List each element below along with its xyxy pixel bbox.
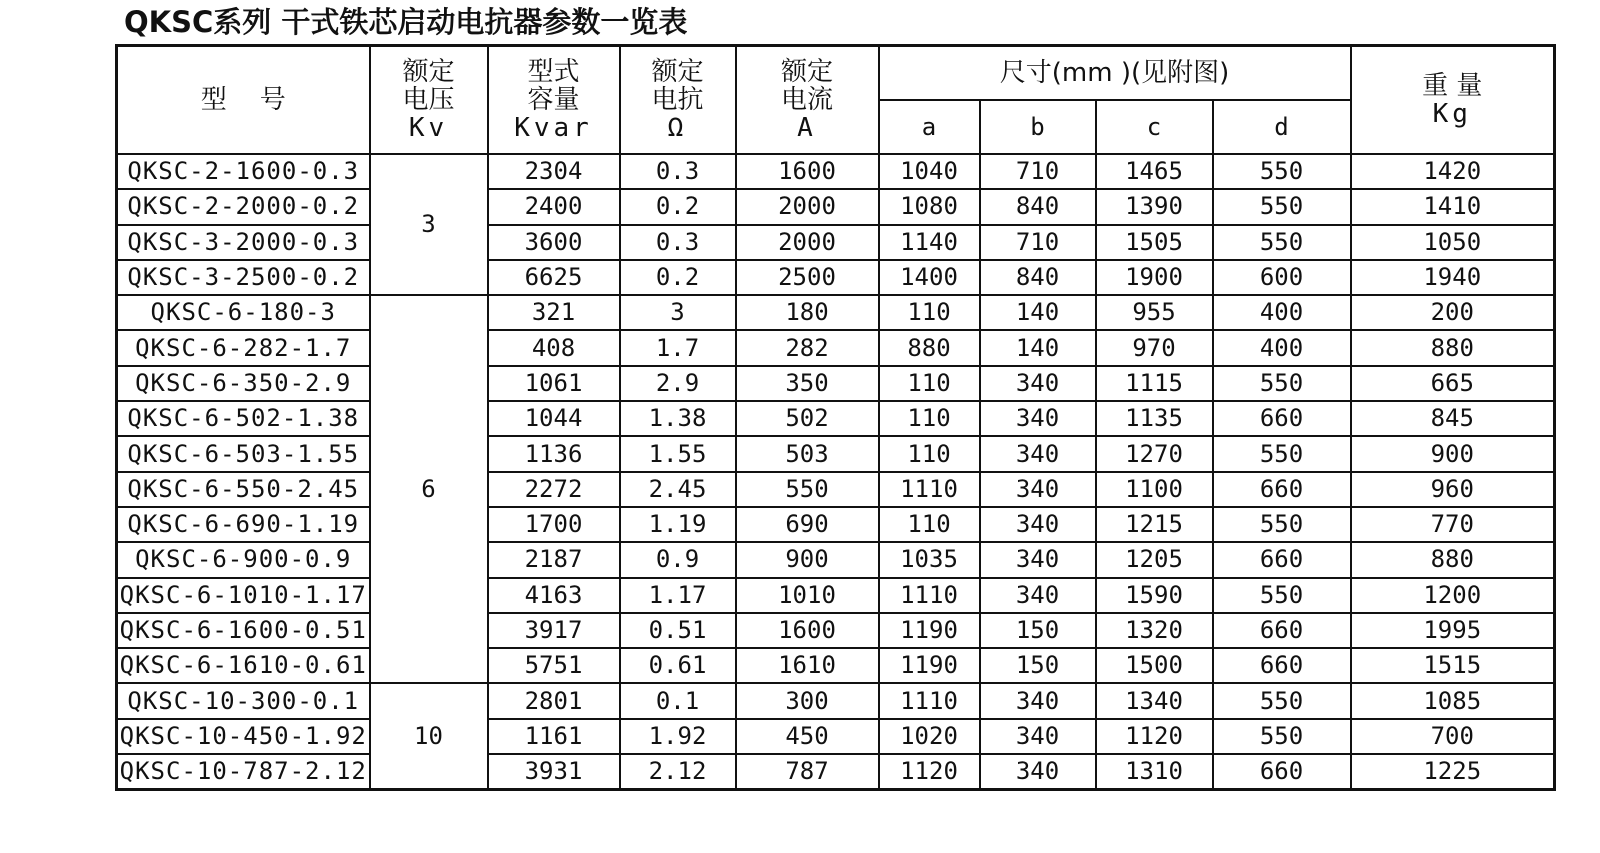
- cell-c: 1465: [1096, 154, 1213, 189]
- cell-model: QKSC-6-503-1.55: [117, 436, 370, 471]
- table-body: [117, 154, 1555, 790]
- cell-reactance: 1.17: [620, 578, 736, 613]
- cell-reactance: 2.9: [620, 366, 736, 401]
- header-rated-current: [736, 46, 879, 155]
- cell-c: 1270: [1096, 436, 1213, 471]
- cell-weight: 1225: [1351, 754, 1555, 790]
- cell-model: QKSC-6-550-2.45: [117, 472, 370, 507]
- cell-capacity: 1044: [488, 401, 620, 436]
- header-rated-current-unit: A: [797, 113, 817, 143]
- cell-current: 282: [736, 330, 879, 365]
- table-row: [117, 472, 1555, 507]
- cell-model: QKSC-6-1600-0.51: [117, 613, 370, 648]
- cell-c: 1900: [1096, 260, 1213, 295]
- cell-capacity: 3931: [488, 754, 620, 790]
- header-dim-d: d: [1213, 100, 1351, 154]
- table-row: [117, 648, 1555, 683]
- cell-a: 110: [879, 295, 980, 330]
- cell-b: 840: [980, 189, 1096, 224]
- table-row: [117, 366, 1555, 401]
- cell-reactance: 1.92: [620, 719, 736, 754]
- table-row: [117, 154, 1555, 189]
- cell-d: 550: [1213, 154, 1351, 189]
- cell-model: QKSC-10-787-2.12: [117, 754, 370, 790]
- cell-d: 660: [1213, 401, 1351, 436]
- header-rated-voltage: [370, 46, 488, 155]
- table-row: [117, 330, 1555, 365]
- cell-a: 1035: [879, 542, 980, 577]
- header-rated-reactance-unit: Ω: [667, 113, 688, 143]
- cell-reactance: 1.38: [620, 401, 736, 436]
- cell-reactance: 0.2: [620, 260, 736, 295]
- cell-reactance: 2.45: [620, 472, 736, 507]
- cell-model: QKSC-6-180-3: [117, 295, 370, 330]
- cell-capacity: 4163: [488, 578, 620, 613]
- header-capacity-unit: Kvar: [514, 113, 593, 143]
- cell-reactance: 3: [620, 295, 736, 330]
- cell-reactance: 2.12: [620, 754, 736, 790]
- cell-c: 1120: [1096, 719, 1213, 754]
- cell-weight: 770: [1351, 507, 1555, 542]
- cell-current: 1600: [736, 154, 879, 189]
- cell-capacity: 2272: [488, 472, 620, 507]
- cell-c: 1340: [1096, 683, 1213, 718]
- header-weight-label: 重 量: [1422, 71, 1483, 101]
- cell-reactance: 1.19: [620, 507, 736, 542]
- cell-a: 110: [879, 436, 980, 471]
- cell-a: 1190: [879, 648, 980, 683]
- cell-reactance: 1.55: [620, 436, 736, 471]
- cell-current: 1600: [736, 613, 879, 648]
- table-row: [117, 295, 1555, 330]
- cell-reactance: 0.1: [620, 683, 736, 718]
- cell-current: 2000: [736, 189, 879, 224]
- header-rated-current-line1: 额定: [780, 57, 833, 87]
- cell-b: 710: [980, 225, 1096, 260]
- cell-c: 1310: [1096, 754, 1213, 790]
- cell-a: 880: [879, 330, 980, 365]
- cell-reactance: 0.2: [620, 189, 736, 224]
- cell-capacity: 3600: [488, 225, 620, 260]
- cell-d: 550: [1213, 578, 1351, 613]
- cell-d: 660: [1213, 472, 1351, 507]
- cell-current: 503: [736, 436, 879, 471]
- cell-b: 150: [980, 613, 1096, 648]
- cell-d: 550: [1213, 683, 1351, 718]
- cell-c: 955: [1096, 295, 1213, 330]
- cell-capacity: 1161: [488, 719, 620, 754]
- cell-weight: 880: [1351, 542, 1555, 577]
- cell-reactance: 0.3: [620, 225, 736, 260]
- cell-capacity: 2400: [488, 189, 620, 224]
- cell-current: 300: [736, 683, 879, 718]
- cell-weight: 1200: [1351, 578, 1555, 613]
- cell-capacity: 1700: [488, 507, 620, 542]
- cell-a: 1110: [879, 578, 980, 613]
- cell-a: 1110: [879, 472, 980, 507]
- cell-c: 1590: [1096, 578, 1213, 613]
- cell-c: 1320: [1096, 613, 1213, 648]
- cell-b: 340: [980, 578, 1096, 613]
- cell-current: 550: [736, 472, 879, 507]
- cell-rated-voltage: 10: [370, 683, 488, 789]
- cell-b: 340: [980, 472, 1096, 507]
- cell-b: 340: [980, 507, 1096, 542]
- cell-a: 1400: [879, 260, 980, 295]
- cell-capacity: 1061: [488, 366, 620, 401]
- header-rated-voltage-line1: 额定: [402, 57, 455, 87]
- cell-current: 180: [736, 295, 879, 330]
- table-row: [117, 542, 1555, 577]
- cell-weight: 845: [1351, 401, 1555, 436]
- cell-model: QKSC-10-450-1.92: [117, 719, 370, 754]
- cell-c: 1215: [1096, 507, 1213, 542]
- cell-a: 1110: [879, 683, 980, 718]
- table-row: [117, 436, 1555, 471]
- cell-b: 340: [980, 754, 1096, 790]
- cell-c: 1100: [1096, 472, 1213, 507]
- cell-current: 2000: [736, 225, 879, 260]
- header-capacity-line1: 型式: [527, 57, 580, 87]
- cell-a: 1080: [879, 189, 980, 224]
- cell-weight: 1410: [1351, 189, 1555, 224]
- cell-model: QKSC-6-900-0.9: [117, 542, 370, 577]
- cell-model: QKSC-6-502-1.38: [117, 401, 370, 436]
- cell-reactance: 0.51: [620, 613, 736, 648]
- cell-current: 502: [736, 401, 879, 436]
- header-dimensions-label: 尺寸(mm )(见附图): [999, 58, 1230, 88]
- cell-weight: 900: [1351, 436, 1555, 471]
- cell-weight: 1940: [1351, 260, 1555, 295]
- header-rated-reactance: [620, 46, 736, 155]
- cell-weight: 700: [1351, 719, 1555, 754]
- cell-c: 1115: [1096, 366, 1213, 401]
- table-row: [117, 507, 1555, 542]
- cell-model: QKSC-6-282-1.7: [117, 330, 370, 365]
- header-model: [117, 46, 370, 155]
- header-rated-current-line2: 电流: [780, 85, 833, 115]
- cell-d: 550: [1213, 507, 1351, 542]
- cell-b: 340: [980, 683, 1096, 718]
- cell-weight: 1995: [1351, 613, 1555, 648]
- table-row: [117, 719, 1555, 754]
- cell-model: QKSC-6-350-2.9: [117, 366, 370, 401]
- cell-reactance: 0.61: [620, 648, 736, 683]
- cell-b: 710: [980, 154, 1096, 189]
- cell-d: 660: [1213, 542, 1351, 577]
- cell-weight: 200: [1351, 295, 1555, 330]
- cell-capacity: 321: [488, 295, 620, 330]
- cell-c: 1505: [1096, 225, 1213, 260]
- cell-b: 340: [980, 366, 1096, 401]
- cell-capacity: 5751: [488, 648, 620, 683]
- header-dimensions: [879, 46, 1351, 101]
- cell-b: 340: [980, 401, 1096, 436]
- cell-a: 1120: [879, 754, 980, 790]
- cell-rated-voltage: 6: [370, 295, 488, 683]
- cell-current: 2500: [736, 260, 879, 295]
- cell-b: 150: [980, 648, 1096, 683]
- header-dim-b: b: [980, 100, 1096, 154]
- header-weight-unit: Kg: [1432, 99, 1472, 129]
- parameter-table: [115, 44, 1556, 791]
- cell-weight: 880: [1351, 330, 1555, 365]
- cell-c: 1205: [1096, 542, 1213, 577]
- cell-b: 340: [980, 542, 1096, 577]
- header-dim-c: c: [1096, 100, 1213, 154]
- cell-weight: 1050: [1351, 225, 1555, 260]
- cell-d: 550: [1213, 719, 1351, 754]
- cell-model: QKSC-3-2000-0.3: [117, 225, 370, 260]
- cell-reactance: 0.3: [620, 154, 736, 189]
- header-rated-voltage-unit: Kv: [408, 113, 449, 143]
- table-row: [117, 401, 1555, 436]
- cell-reactance: 0.9: [620, 542, 736, 577]
- cell-capacity: 408: [488, 330, 620, 365]
- cell-b: 340: [980, 719, 1096, 754]
- cell-c: 1135: [1096, 401, 1213, 436]
- cell-c: 1500: [1096, 648, 1213, 683]
- cell-d: 400: [1213, 330, 1351, 365]
- header-weight: [1351, 46, 1555, 155]
- cell-d: 550: [1213, 225, 1351, 260]
- cell-model: QKSC-6-690-1.19: [117, 507, 370, 542]
- header-capacity: [488, 46, 620, 155]
- cell-current: 1610: [736, 648, 879, 683]
- table-row: [117, 683, 1555, 718]
- cell-a: 1040: [879, 154, 980, 189]
- cell-d: 550: [1213, 366, 1351, 401]
- cell-d: 660: [1213, 613, 1351, 648]
- cell-capacity: 6625: [488, 260, 620, 295]
- cell-a: 110: [879, 507, 980, 542]
- cell-b: 840: [980, 260, 1096, 295]
- cell-capacity: 3917: [488, 613, 620, 648]
- cell-model: QKSC-10-300-0.1: [117, 683, 370, 718]
- cell-a: 1020: [879, 719, 980, 754]
- cell-c: 970: [1096, 330, 1213, 365]
- cell-d: 660: [1213, 754, 1351, 790]
- cell-model: QKSC-6-1010-1.17: [117, 578, 370, 613]
- cell-weight: 1515: [1351, 648, 1555, 683]
- cell-b: 140: [980, 295, 1096, 330]
- cell-a: 1190: [879, 613, 980, 648]
- cell-a: 110: [879, 401, 980, 436]
- header-model-label: 型 号: [200, 85, 286, 115]
- cell-d: 550: [1213, 189, 1351, 224]
- header-rated-reactance-line1: 额定: [651, 57, 704, 87]
- cell-weight: 1420: [1351, 154, 1555, 189]
- cell-a: 1140: [879, 225, 980, 260]
- cell-current: 690: [736, 507, 879, 542]
- cell-b: 340: [980, 436, 1096, 471]
- table-row: [117, 225, 1555, 260]
- cell-current: 350: [736, 366, 879, 401]
- cell-reactance: 1.7: [620, 330, 736, 365]
- table-row: [117, 613, 1555, 648]
- cell-d: 660: [1213, 648, 1351, 683]
- cell-weight: 960: [1351, 472, 1555, 507]
- table-row: [117, 189, 1555, 224]
- cell-c: 1390: [1096, 189, 1213, 224]
- cell-model: QKSC-2-1600-0.3: [117, 154, 370, 189]
- cell-rated-voltage: 3: [370, 154, 488, 295]
- table-row: [117, 754, 1555, 790]
- cell-d: 400: [1213, 295, 1351, 330]
- cell-capacity: 2187: [488, 542, 620, 577]
- cell-model: QKSC-2-2000-0.2: [117, 189, 370, 224]
- cell-b: 140: [980, 330, 1096, 365]
- header-capacity-line2: 容量: [527, 85, 580, 115]
- cell-current: 1010: [736, 578, 879, 613]
- cell-capacity: 1136: [488, 436, 620, 471]
- cell-d: 600: [1213, 260, 1351, 295]
- cell-current: 450: [736, 719, 879, 754]
- header-dim-a: a: [879, 100, 980, 154]
- table-row: [117, 260, 1555, 295]
- cell-capacity: 2801: [488, 683, 620, 718]
- cell-model: QKSC-6-1610-0.61: [117, 648, 370, 683]
- cell-weight: 1085: [1351, 683, 1555, 718]
- table-row: [117, 578, 1555, 613]
- header-rated-reactance-line2: 电抗: [651, 85, 704, 115]
- cell-current: 787: [736, 754, 879, 790]
- cell-weight: 665: [1351, 366, 1555, 401]
- cell-d: 550: [1213, 436, 1351, 471]
- cell-a: 110: [879, 366, 980, 401]
- cell-current: 900: [736, 542, 879, 577]
- page-title: QKSC系列 干式铁芯启动电抗器参数一览表: [124, 5, 688, 39]
- cell-model: QKSC-3-2500-0.2: [117, 260, 370, 295]
- cell-capacity: 2304: [488, 154, 620, 189]
- header-rated-voltage-line2: 电压: [402, 85, 455, 115]
